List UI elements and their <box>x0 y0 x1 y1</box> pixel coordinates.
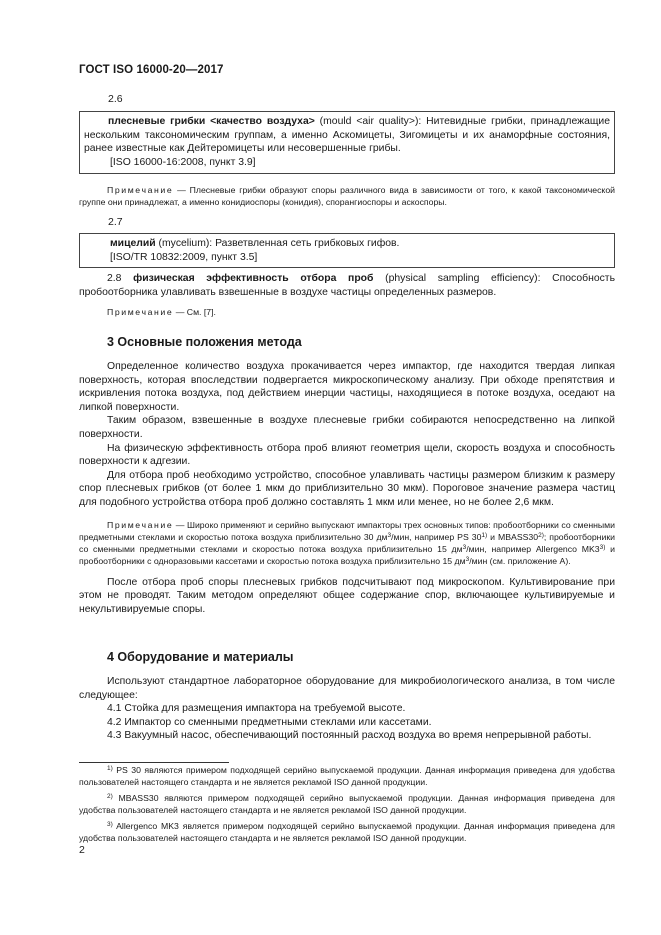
note-label-2-6: Примечание <box>107 185 174 195</box>
note-2-8 <box>79 306 615 318</box>
equipment-item-4-2: 4.2 Импактор со сменными предметными стеклами или кассетами. <box>107 716 432 728</box>
definition-text-2-6 <box>84 115 610 156</box>
definition-2-7: (mycelium): Разветвленная сеть грибковых гифов. <box>155 238 400 249</box>
clause-2-8 <box>79 272 615 299</box>
clause-number-2-6: 2.6 <box>108 93 123 105</box>
note-3-part-g: /мин (см. приложение А). <box>469 555 571 566</box>
section-3-paragraph-1: Определенное количество воздуха прокачивается через импактор, где находится твердая липкая поверхность, которая впоследствии подвергается микроскопическому анализу. При обходе препятствия и искривления потока воздуха, под действием инерции частицы, находящиеся в потоке воздуха, оседают на липкой поверхности. <box>79 361 615 413</box>
definition-box-2-7 <box>79 233 615 268</box>
equipment-item-4-1: 4.1 Стойка для размещения импактора на требуемой высоте. <box>107 703 406 715</box>
definition-text-2-7 <box>84 237 610 251</box>
term-2-7: мицелий <box>110 238 156 249</box>
footnote-ref-2: 2) <box>538 531 544 539</box>
note-3-part-e: /мин, например Allergenco MK3 <box>466 543 600 554</box>
term-2-6: плесневые грибки <качество воздуха> <box>108 116 315 127</box>
section-4-intro: Используют стандартное лабораторное оборудование для микробиологического анализа, в том числе следующее: <box>79 676 615 701</box>
section-3-body <box>79 360 615 616</box>
note-text-2-6: — Плесневые грибки образуют споры различного вида в зависимости от того, к какой таксономической группе они принадлежат, а именно конидиоспоры (конидия), спорангиоспоры и аскоспоры. <box>79 185 615 207</box>
footnote-1-mark: 1) <box>107 765 113 772</box>
footnotes <box>79 764 615 844</box>
footnote-3-mark: 3) <box>107 821 113 828</box>
section-3-paragraph-5: После отбора проб споры плесневых грибков подсчитывают под микроскопом. Культивирование при этом не проводят. Таким методом определяют общее содержание спор, включающее культивируемые и некультивируемые споры. <box>79 576 615 615</box>
cubic-superscript: 3 <box>462 543 467 551</box>
note-label-2-8: Примечание <box>107 307 174 317</box>
cubic-superscript: 3 <box>387 531 392 539</box>
section-3-paragraph-2: Таким образом, взвешенные в воздухе плесневые грибки собираются непосредственно на липкой поверхности. <box>79 415 615 440</box>
note-3-part-a: — Широко применяют и серийно выпускают импакторы трех основных типов: пробоотборники со сменными предметными стеклами и скоростью потока воздуха приблизительно 30 дм <box>79 519 615 542</box>
section-4-heading: 4 Оборудование и материалы <box>107 650 294 664</box>
note-2-6 <box>79 184 615 208</box>
note-label-3: Примечание <box>107 519 174 530</box>
footnote-2-text: MBASS30 являются примером подходящей серийно выпускаемой продукции. Данная информация приведена для удобства пользователей настоящего стандарта и не является рекламой ISO данной продукции. <box>79 793 615 815</box>
clause-number-2-8: 2.8 <box>107 273 134 284</box>
footnote-3 <box>79 820 615 844</box>
footnote-1 <box>79 764 615 788</box>
footnote-2 <box>79 792 615 816</box>
note-3-part-b: /мин, например PS 30 <box>391 531 482 542</box>
footnote-2-mark: 2) <box>107 793 113 800</box>
term-2-8: физическая эффективность отбора проб <box>133 273 374 284</box>
footnote-ref-3: 3) <box>599 543 606 551</box>
section-3-paragraph-4: Для отбора проб необходимо устройство, способное улавливать частицы размером близким к размеру спор плесневых грибков (от более 1 мкм до приблизительно 30 мкм). Пороговое значение размера частиц для подобного устройства отбора проб должно составлять 1 мкм или менее, но не более 2,6 мкм. <box>79 469 615 508</box>
footnote-divider <box>79 762 229 763</box>
note-3-part-d: ; пробоотборники со сменными предметными стеклами и скоростью потока воздуха приблизительно 15 дм <box>79 531 615 554</box>
source-2-6: [ISO 16000-16:2008, пункт 3.9] <box>110 156 256 168</box>
definition-box-2-6 <box>79 111 615 174</box>
note-text-2-8: — См. [7]. <box>173 307 216 317</box>
footnote-ref-1: 1) <box>481 531 488 539</box>
definition-2-6: (mould <air quality>): Нитевидные грибки, принадлежащие нескольким таксономическим группам, а именно Аскомицеты, Зигомицеты и их анаморфные состояния, ранее известные как Дейтеромицеты или несовершенные грибы. <box>84 116 610 155</box>
source-2-7: [ISO/TR 10832:2009, пункт 3.5] <box>110 251 258 263</box>
section-3-paragraph-3: На физическую эффективность отбора проб влияют геометрия щели, скорость воздуха и способность поверхности к адгезии. <box>79 442 615 468</box>
section-4-body <box>79 675 615 743</box>
document-header: ГОСТ ISO 16000-20—2017 <box>79 64 224 76</box>
footnote-1-text: PS 30 являются примером подходящей серийно выпускаемой продукции. Данная информация приведена для удобства пользователей настоящего стандарта и не является рекламой ISO данной продукции. <box>79 765 615 787</box>
note-3-part-c: и MBASS30 <box>487 531 539 542</box>
equipment-item-4-3: 4.3 Вакуумный насос, обеспечивающий постоянный расход воздуха во время непрерывной работы. <box>107 730 592 742</box>
cubic-superscript: 3 <box>465 555 470 563</box>
section-3-heading: 3 Основные положения метода <box>107 335 302 349</box>
page-number: 2 <box>79 844 85 856</box>
note-3-part-f: и пробоотборники с одноразовыми кассетами и скоростью потока воздуха приблизительно 15 дм <box>79 543 615 566</box>
definition-2-8: (physical sampling efficiency): Способность пробоотборника улавливать взвешенные в воздухе частицы определенных размеров. <box>79 273 615 298</box>
clause-number-2-7: 2.7 <box>108 216 123 228</box>
section-3-note <box>79 519 615 567</box>
footnote-3-text: Allergenco MK3 является примером подходящей серийно выпускаемой продукции. Данная информация приведена для удобства пользователей настоящего стандарта и не является рекламой ISO данной продукции. <box>79 821 615 843</box>
